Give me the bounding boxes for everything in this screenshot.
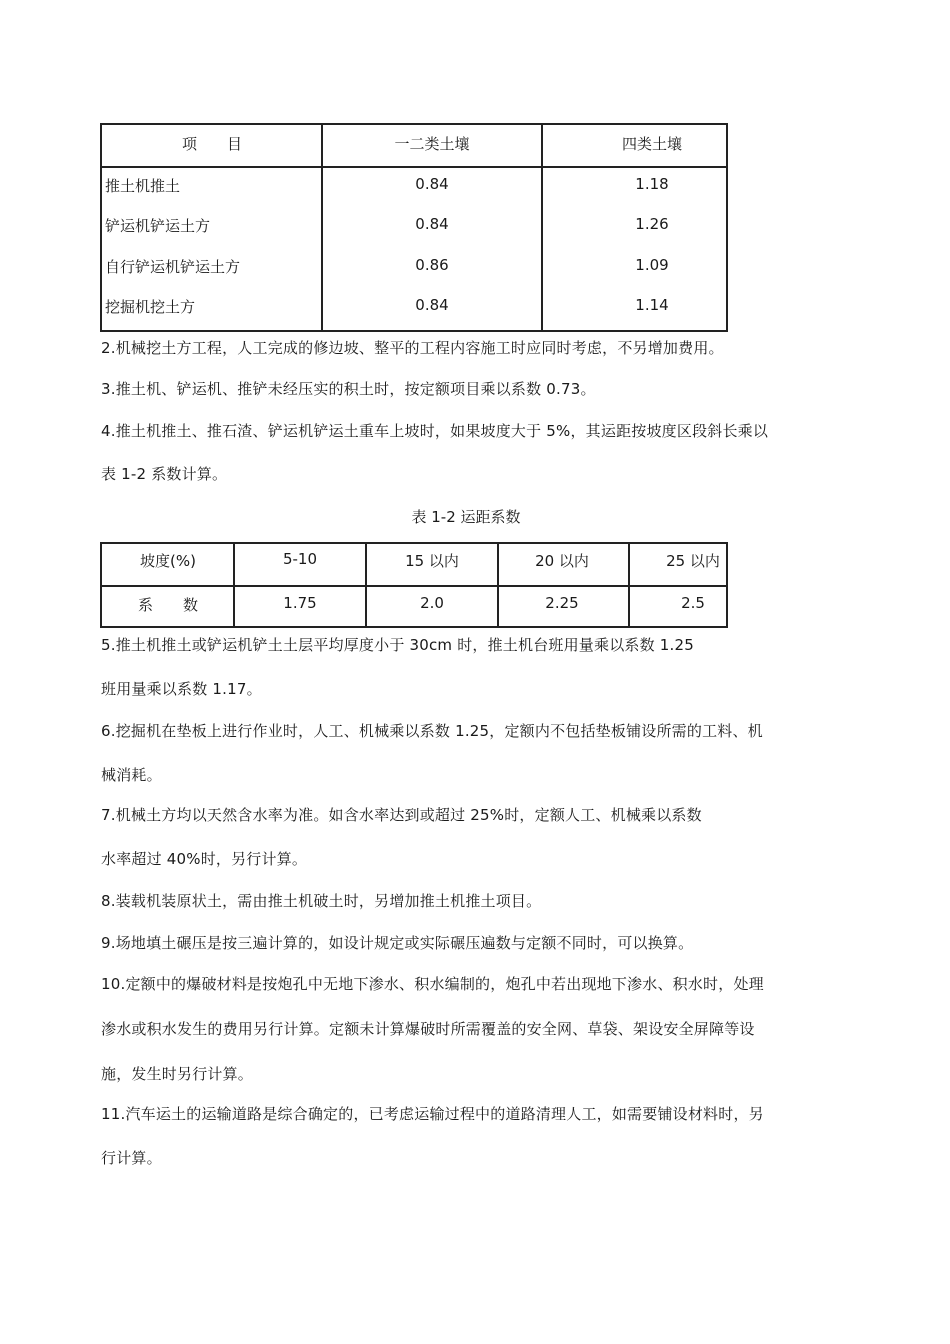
paragraph-4-line-2: 表 1-2 系数计算。 (101, 465, 228, 483)
table1-cell: 1.14 (635, 296, 669, 314)
paragraph-5-line-1: 5.推土机推土或铲运机铲土土层平均厚度小于 30cm 时，推土机台班用量乘以系数 1.25 (101, 636, 694, 654)
coefficient-table-1 (100, 123, 728, 332)
table2-caption: 表 1-2 运距系数 (411, 508, 521, 526)
coefficient-table-2 (100, 542, 728, 628)
paragraph-10-line-1: 10.定额中的爆破材料是按炮孔中无地下渗水、积水编制的，炮孔中若出现地下渗水、积水时，处理 (101, 975, 764, 993)
paragraph-6-line-1: 6.挖掘机在垫板上进行作业时，人工、机械乘以系数 1.25，定额内不包括垫板铺设所需的工料、机 (101, 722, 763, 740)
table1-cell: 1.26 (635, 215, 669, 233)
paragraph-10-line-3: 施，发生时另行计算。 (101, 1065, 254, 1083)
paragraph-2: 2.机械挖土方工程，人工完成的修边坡、整平的工程内容施工时应同时考虑，不另增加费用。 (101, 339, 724, 357)
table1-row-label: 挖掘机挖土方 (105, 298, 196, 316)
table1-cell: 0.84 (415, 296, 449, 314)
table2-cell: 2.25 (545, 594, 579, 612)
paragraph-11-line-1: 11.汽车运土的运输道路是综合确定的，已考虑运输过程中的道路清理人工，如需要铺设材料时，另 (101, 1105, 764, 1123)
paragraph-10-line-2: 渗水或积水发生的费用另行计算。定额未计算爆破时所需覆盖的安全网、草袋、架设安全屏障等设 (101, 1020, 755, 1038)
table1-cell: 0.86 (415, 256, 449, 274)
table1-header-class4: 四类土壤 (621, 135, 683, 153)
table1-cell: 1.18 (635, 175, 669, 193)
table1-cell: 0.84 (415, 215, 449, 233)
table2-header: 15 以内 (405, 552, 459, 570)
table2-header-slope: 坡度(%) (140, 552, 196, 570)
table1-header-class12: 一二类土壤 (394, 135, 470, 153)
paragraph-3: 3.推土机、铲运机、推铲未经压实的积土时，按定额项目乘以系数 0.73。 (101, 380, 596, 398)
paragraph-4-line-1: 4.推土机推土、推石渣、铲运机铲运土重车上坡时，如果坡度大于 5%，其运距按坡度区段斜长乘以 (101, 422, 769, 440)
paragraph-7-line-2: 水率超过 40%时，另行计算。 (101, 850, 308, 868)
paragraph-9: 9.场地填土碾压是按三遍计算的，如设计规定或实际碾压遍数与定额不同时，可以换算。 (101, 934, 694, 952)
table2-cell: 2.0 (420, 594, 444, 612)
paragraph-8: 8.装载机装原状土，需由推土机破土时，另增加推土机推土项目。 (101, 892, 542, 910)
table2-header: 5-10 (282, 550, 318, 568)
table1-row-label: 自行铲运机铲运土方 (105, 258, 241, 276)
table2-cell: 2.5 (681, 594, 705, 612)
paragraph-6-line-2: 械消耗。 (101, 766, 162, 784)
row-divider (102, 585, 726, 587)
table2-cell: 1.75 (283, 594, 317, 612)
column-divider (541, 125, 543, 330)
paragraph-11-line-2: 行计算。 (101, 1149, 162, 1167)
table1-cell: 0.84 (415, 175, 449, 193)
header-divider (102, 166, 726, 168)
table2-row-label: 系 数 (137, 596, 199, 614)
paragraph-5-line-2: 班用量乘以系数 1.17。 (101, 680, 262, 698)
paragraph-7-line-1: 7.机械土方均以天然含水率为准。如含水率达到或超过 25%时，定额人工、机械乘以系数 (101, 806, 702, 824)
table1-row-label: 推土机推土 (105, 177, 181, 195)
column-divider (321, 125, 323, 330)
table1-row-label: 铲运机铲运土方 (105, 217, 211, 235)
table2-header: 25 以内 (666, 552, 720, 570)
table1-header-item: 项 目 (181, 135, 243, 153)
table2-header: 20 以内 (535, 552, 589, 570)
table1-cell: 1.09 (635, 256, 669, 274)
